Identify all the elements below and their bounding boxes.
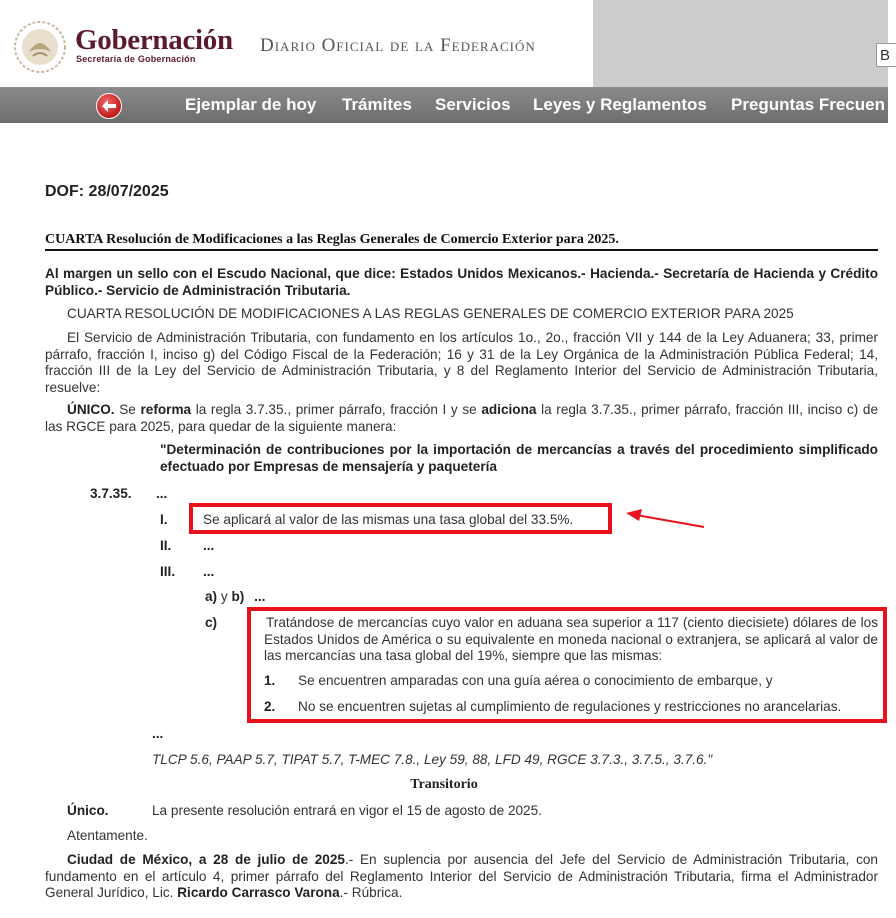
unico-end: la regla 3.7.35., primer párrafo, fracción III, inciso c) de las RGCE para 2025, para quedar de la siguiente manera: bbox=[45, 402, 879, 434]
unico-reforma: reforma bbox=[140, 402, 192, 417]
sign-date: a 28 de julio de 2025 bbox=[198, 852, 345, 867]
nav-servicios[interactable]: Servicios bbox=[435, 95, 511, 114]
sign-rubrica: .- Rúbrica. bbox=[339, 885, 403, 900]
fraction-iii-label: III. bbox=[160, 564, 176, 579]
fraction-ii-label: II. bbox=[160, 538, 172, 553]
sign-text: .- En suplencia por ausencia del Jefe del Servicio de Administración Tributaria, con fundamento en el artículo 4, primer párrafo del Reglamento Interior del Servicio de Administración Tributaria, firma el Administrador General Jurídico, bbox=[45, 852, 878, 900]
references: TLCP 5.6, PAAP 5.7, TIPAT 5.7, T-MEC 7.8., Ley 59, 88, LFD 49, RGCE 3.7.3., 3.7.5., 3.7.6." bbox=[152, 752, 713, 767]
brand-title[interactable]: Gobernación bbox=[75, 24, 233, 56]
heading-upper: CUARTA RESOLUCIÓN DE MODIFICACIONES A LAS REGLAS GENERALES DE COMERCIO EXTERIOR PARA 2025 bbox=[67, 306, 794, 321]
signature-paragraph bbox=[45, 852, 878, 902]
nav-tramites[interactable]: Trámites bbox=[342, 95, 412, 114]
rule-ellipsis: ... bbox=[156, 486, 168, 501]
rule-number: 3.7.35. bbox=[90, 486, 132, 501]
back-button[interactable] bbox=[96, 93, 122, 119]
incisos-a-b bbox=[205, 589, 265, 606]
unico-paragraph bbox=[45, 402, 878, 435]
margin-note: Al margen un sello con el Escudo Nacional, que dice: Estados Unidos Mexicanos.- Hacienda.- Secretaría de Hacienda y Crédito Público.- Servicio de Administración Tributaria. bbox=[45, 266, 878, 298]
arrow-left-icon bbox=[101, 99, 117, 113]
inciso-y: y bbox=[220, 589, 228, 604]
atentamente: Atentamente. bbox=[67, 828, 148, 843]
item-1-label: 1. bbox=[264, 673, 276, 688]
unico-adiciona: adiciona bbox=[481, 402, 537, 417]
arrow-pointer-icon bbox=[626, 508, 708, 530]
dof-date: DOF: 28/07/2025 bbox=[45, 183, 169, 200]
inciso-c-text: Tratándose de mercancías cuyo valor en aduana sea superior a 117 (ciento diecisiete) dólares de los Estados Unidos de América o su equivalente en moneda nacional o extranjera, se aplicará al valor de las mercancías una tasa global del 19%, siempre que las mismas: bbox=[264, 615, 878, 663]
inciso-a-label: a) bbox=[205, 589, 218, 604]
fraction-iii-ellipsis: ... bbox=[203, 564, 215, 579]
site-title[interactable]: Diario Oficial de la Federación bbox=[260, 35, 536, 56]
item-2-label: 2. bbox=[264, 699, 276, 714]
inciso-c-label: c) bbox=[205, 615, 218, 630]
nav-ejemplar-de-hoy[interactable]: Ejemplar de hoy bbox=[185, 95, 317, 114]
closing-ellipsis: ... bbox=[152, 726, 164, 741]
header-gray-panel bbox=[593, 0, 888, 87]
transitorio-text: La presente resolución entrará en vigor el 15 de agosto de 2025. bbox=[152, 803, 542, 818]
unico-mid: la regla 3.7.35., primer párrafo, fracción I y se bbox=[195, 402, 477, 417]
rule-title: "Determinación de contribuciones por la importación de mercancías a través del procedimiento simplificado efectuado por Empresas de mensajería y paquetería bbox=[160, 442, 878, 474]
national-seal-icon bbox=[13, 20, 67, 74]
unico-label: ÚNICO. bbox=[67, 402, 115, 417]
transitorio-label: Único. bbox=[67, 803, 109, 818]
sign-name: Ricardo Carrasco Varona bbox=[177, 885, 340, 900]
inciso-b-ellipsis: ... bbox=[254, 589, 266, 604]
nav-preguntas-frecuentes[interactable]: Preguntas Frecuen bbox=[731, 95, 885, 114]
sign-city: Ciudad de México, bbox=[67, 852, 193, 867]
site-header bbox=[0, 0, 891, 87]
inciso-b-label: b) bbox=[231, 589, 245, 604]
unico-se: Se bbox=[119, 402, 136, 417]
sign-lic: Lic. bbox=[152, 885, 174, 900]
brand-subtitle: Secretaría de Gobernación bbox=[76, 54, 196, 64]
fraction-ii-ellipsis: ... bbox=[203, 538, 215, 553]
title-divider bbox=[45, 249, 878, 251]
document-content bbox=[0, 123, 888, 918]
intro-paragraph: El Servicio de Administración Tributaria, con fundamento en los artículos 1o., 2o., fracción VII y 144 de la Ley Aduanera; 33, primer párrafo, fracción I, inciso g) del Código Fiscal de la Federación; 16 y 31 de la Ley Orgánica de la Administración Pública Federal; 14, fracción III de la Ley del Servicio de Administración Tributaria, y 8 del Reglamento Interior del Servicio de Administración Tributaria, resuelve: bbox=[45, 330, 878, 395]
document-title: CUARTA Resolución de Modificaciones a las Reglas Generales de Comercio Exterior para 2025. bbox=[45, 232, 619, 247]
item-1-text: Se encuentren amparadas con una guía aérea o conocimiento de embarque, y bbox=[298, 673, 773, 688]
item-2-text: No se encuentren sujetas al cumplimiento de regulaciones y restricciones no arancelarias. bbox=[298, 699, 842, 714]
main-nav bbox=[0, 87, 888, 123]
fraction-i-label: I. bbox=[160, 512, 168, 527]
search-input[interactable]: B bbox=[876, 43, 896, 67]
fraction-i-text: Se aplicará al valor de las mismas una tasa global del 33.5%. bbox=[203, 512, 574, 527]
nav-leyes-y-reglamentos[interactable]: Leyes y Reglamentos bbox=[533, 95, 707, 114]
transitorio-heading: Transitorio bbox=[410, 777, 478, 792]
